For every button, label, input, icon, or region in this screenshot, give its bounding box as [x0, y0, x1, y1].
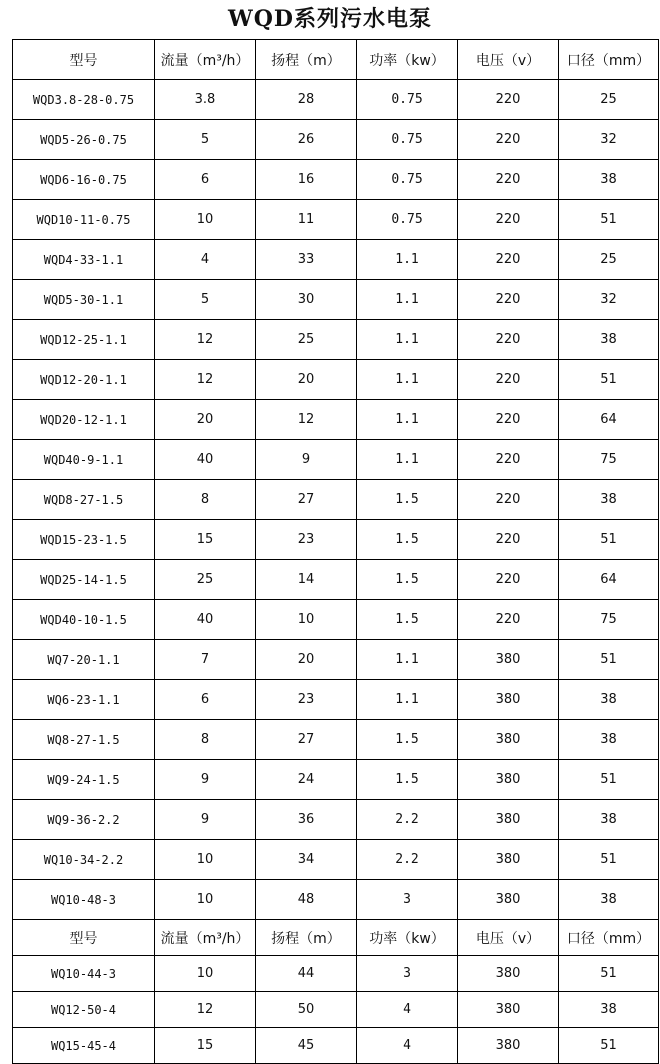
- table-row: [13, 600, 659, 640]
- voltage-cell: 220: [458, 400, 559, 440]
- model-cell: WQD12-25-1.1: [13, 320, 155, 360]
- power-cell: 3: [357, 880, 458, 920]
- voltage-cell: 220: [458, 360, 559, 400]
- model-cell: WQD4-33-1.1: [13, 240, 155, 280]
- voltage-cell: 380: [458, 680, 559, 720]
- flow-cell: 9: [155, 800, 256, 840]
- header-head: 扬程（m）: [256, 920, 357, 956]
- power-cell: 1.5: [357, 520, 458, 560]
- power-cell: 4: [357, 992, 458, 1028]
- voltage-cell: 380: [458, 840, 559, 880]
- caliber-cell: 38: [559, 160, 659, 200]
- table-row: [13, 880, 659, 920]
- power-cell: 1.5: [357, 720, 458, 760]
- flow-cell: 12: [155, 320, 256, 360]
- flow-cell: 5: [155, 280, 256, 320]
- power-cell: 1.1: [357, 360, 458, 400]
- flow-cell: 10: [155, 880, 256, 920]
- voltage-cell: 220: [458, 600, 559, 640]
- caliber-cell: 38: [559, 320, 659, 360]
- page-title: WQD系列污水电泵: [228, 6, 432, 32]
- model-cell: WQD3.8-28-0.75: [13, 80, 155, 120]
- head-cell: 48: [256, 880, 357, 920]
- voltage-cell: 220: [458, 520, 559, 560]
- table-body-top: [13, 40, 659, 920]
- model-cell: WQ10-48-3: [13, 880, 155, 920]
- table-row: [13, 320, 659, 360]
- table-header-row: [13, 40, 659, 80]
- model-cell: WQD6-16-0.75: [13, 160, 155, 200]
- model-cell: WQ8-27-1.5: [13, 720, 155, 760]
- table-row: [13, 680, 659, 720]
- header-power: 功率（kw）: [357, 40, 458, 80]
- voltage-cell: 220: [458, 160, 559, 200]
- caliber-cell: 32: [559, 120, 659, 160]
- head-cell: 9: [256, 440, 357, 480]
- model-cell: WQ12-50-4: [13, 992, 155, 1028]
- header-flow: 流量（m³/h）: [155, 920, 256, 956]
- header-caliber: 口径（mm）: [559, 40, 659, 80]
- model-cell: WQ10-34-2.2: [13, 840, 155, 880]
- head-cell: 23: [256, 680, 357, 720]
- voltage-cell: 380: [458, 720, 559, 760]
- model-cell: WQ9-24-1.5: [13, 760, 155, 800]
- power-cell: 1.1: [357, 320, 458, 360]
- voltage-cell: 220: [458, 200, 559, 240]
- voltage-cell: 220: [458, 560, 559, 600]
- flow-cell: 40: [155, 440, 256, 480]
- voltage-cell: 220: [458, 120, 559, 160]
- head-cell: 30: [256, 280, 357, 320]
- caliber-cell: 51: [559, 360, 659, 400]
- power-cell: 4: [357, 1028, 458, 1064]
- table-row: [13, 200, 659, 240]
- head-cell: 33: [256, 240, 357, 280]
- model-cell: WQD8-27-1.5: [13, 480, 155, 520]
- caliber-cell: 51: [559, 840, 659, 880]
- table-row: [13, 480, 659, 520]
- header-flow: 流量（m³/h）: [155, 40, 256, 80]
- head-cell: 45: [256, 1028, 357, 1064]
- flow-cell: 20: [155, 400, 256, 440]
- voltage-cell: 380: [458, 992, 559, 1028]
- power-cell: 1.1: [357, 680, 458, 720]
- power-cell: 0.75: [357, 120, 458, 160]
- head-cell: 24: [256, 760, 357, 800]
- power-cell: 1.1: [357, 400, 458, 440]
- voltage-cell: 380: [458, 760, 559, 800]
- model-cell: WQD10-11-0.75: [13, 200, 155, 240]
- power-cell: 1.1: [357, 440, 458, 480]
- head-cell: 14: [256, 560, 357, 600]
- head-cell: 11: [256, 200, 357, 240]
- power-cell: 0.75: [357, 160, 458, 200]
- table-row: [13, 280, 659, 320]
- caliber-cell: 51: [559, 640, 659, 680]
- table-row: [13, 992, 659, 1028]
- table-row: [13, 956, 659, 992]
- flow-cell: 7: [155, 640, 256, 680]
- header-voltage: 电压（v）: [458, 40, 559, 80]
- head-cell: 44: [256, 956, 357, 992]
- head-cell: 23: [256, 520, 357, 560]
- flow-cell: 4: [155, 240, 256, 280]
- model-cell: WQD5-30-1.1: [13, 280, 155, 320]
- table-row: [13, 120, 659, 160]
- head-cell: 25: [256, 320, 357, 360]
- table-row: [13, 720, 659, 760]
- table-row: [13, 160, 659, 200]
- table-row: [13, 840, 659, 880]
- header-voltage: 电压（v）: [458, 920, 559, 956]
- table-row: [13, 80, 659, 120]
- model-cell: WQ15-45-4: [13, 1028, 155, 1064]
- caliber-cell: 38: [559, 992, 659, 1028]
- caliber-cell: 38: [559, 680, 659, 720]
- voltage-cell: 380: [458, 640, 559, 680]
- voltage-cell: 380: [458, 956, 559, 992]
- voltage-cell: 220: [458, 280, 559, 320]
- head-cell: 50: [256, 992, 357, 1028]
- head-cell: 26: [256, 120, 357, 160]
- caliber-cell: 51: [559, 760, 659, 800]
- flow-cell: 25: [155, 560, 256, 600]
- head-cell: 20: [256, 360, 357, 400]
- model-cell: WQD20-12-1.1: [13, 400, 155, 440]
- power-cell: 2.2: [357, 800, 458, 840]
- model-cell: WQD40-9-1.1: [13, 440, 155, 480]
- power-cell: 0.75: [357, 80, 458, 120]
- voltage-cell: 380: [458, 880, 559, 920]
- table-row: [13, 440, 659, 480]
- power-cell: 0.75: [357, 200, 458, 240]
- table-row: [13, 520, 659, 560]
- voltage-cell: 220: [458, 80, 559, 120]
- head-cell: 16: [256, 160, 357, 200]
- flow-cell: 15: [155, 520, 256, 560]
- power-cell: 1.5: [357, 480, 458, 520]
- caliber-cell: 51: [559, 520, 659, 560]
- voltage-cell: 220: [458, 320, 559, 360]
- model-cell: WQD15-23-1.5: [13, 520, 155, 560]
- table-row: [13, 1028, 659, 1064]
- caliber-cell: 25: [559, 80, 659, 120]
- model-cell: WQD40-10-1.5: [13, 600, 155, 640]
- flow-cell: 40: [155, 600, 256, 640]
- model-cell: WQD12-20-1.1: [13, 360, 155, 400]
- voltage-cell: 380: [458, 800, 559, 840]
- flow-cell: 12: [155, 992, 256, 1028]
- caliber-cell: 38: [559, 480, 659, 520]
- table-row: [13, 560, 659, 600]
- caliber-cell: 75: [559, 600, 659, 640]
- power-cell: 2.2: [357, 840, 458, 880]
- power-cell: 1.5: [357, 600, 458, 640]
- flow-cell: 9: [155, 760, 256, 800]
- model-cell: WQD5-26-0.75: [13, 120, 155, 160]
- flow-cell: 15: [155, 1028, 256, 1064]
- table-row: [13, 400, 659, 440]
- voltage-cell: 220: [458, 240, 559, 280]
- caliber-cell: 25: [559, 240, 659, 280]
- caliber-cell: 38: [559, 880, 659, 920]
- head-cell: 27: [256, 480, 357, 520]
- head-cell: 27: [256, 720, 357, 760]
- header-power: 功率（kw）: [357, 920, 458, 956]
- flow-cell: 10: [155, 200, 256, 240]
- model-cell: WQD25-14-1.5: [13, 560, 155, 600]
- head-cell: 34: [256, 840, 357, 880]
- flow-cell: 5: [155, 120, 256, 160]
- table-row: [13, 360, 659, 400]
- table-row: [13, 760, 659, 800]
- voltage-cell: 220: [458, 480, 559, 520]
- pump-spec-table: [12, 39, 659, 1064]
- flow-cell: 10: [155, 840, 256, 880]
- power-cell: 1.1: [357, 280, 458, 320]
- caliber-cell: 38: [559, 800, 659, 840]
- voltage-cell: 220: [458, 440, 559, 480]
- power-cell: 1.5: [357, 760, 458, 800]
- head-cell: 12: [256, 400, 357, 440]
- head-cell: 36: [256, 800, 357, 840]
- caliber-cell: 75: [559, 440, 659, 480]
- caliber-cell: 64: [559, 560, 659, 600]
- caliber-cell: 38: [559, 720, 659, 760]
- table-body-bottom: [13, 956, 659, 1064]
- caliber-cell: 64: [559, 400, 659, 440]
- table-subheader: [13, 920, 659, 956]
- flow-cell: 6: [155, 680, 256, 720]
- head-cell: 28: [256, 80, 357, 120]
- caliber-cell: 51: [559, 956, 659, 992]
- flow-cell: 12: [155, 360, 256, 400]
- caliber-cell: 51: [559, 200, 659, 240]
- table-header-row-repeat: [13, 920, 659, 956]
- header-caliber: 口径（mm）: [559, 920, 659, 956]
- flow-cell: 8: [155, 720, 256, 760]
- header-model: 型号: [13, 920, 155, 956]
- model-cell: WQ9-36-2.2: [13, 800, 155, 840]
- power-cell: 1.5: [357, 560, 458, 600]
- flow-cell: 6: [155, 160, 256, 200]
- caliber-cell: 51: [559, 1028, 659, 1064]
- power-cell: 3: [357, 956, 458, 992]
- power-cell: 1.1: [357, 640, 458, 680]
- power-cell: 1.1: [357, 240, 458, 280]
- caliber-cell: 32: [559, 280, 659, 320]
- table-row: [13, 240, 659, 280]
- header-model: 型号: [13, 40, 155, 80]
- model-cell: WQ10-44-3: [13, 956, 155, 992]
- flow-cell: 3.8: [155, 80, 256, 120]
- model-cell: WQ7-20-1.1: [13, 640, 155, 680]
- voltage-cell: 380: [458, 1028, 559, 1064]
- table-row: [13, 800, 659, 840]
- flow-cell: 10: [155, 956, 256, 992]
- head-cell: 10: [256, 600, 357, 640]
- table-row: [13, 640, 659, 680]
- head-cell: 20: [256, 640, 357, 680]
- model-cell: WQ6-23-1.1: [13, 680, 155, 720]
- header-head: 扬程（m）: [256, 40, 357, 80]
- flow-cell: 8: [155, 480, 256, 520]
